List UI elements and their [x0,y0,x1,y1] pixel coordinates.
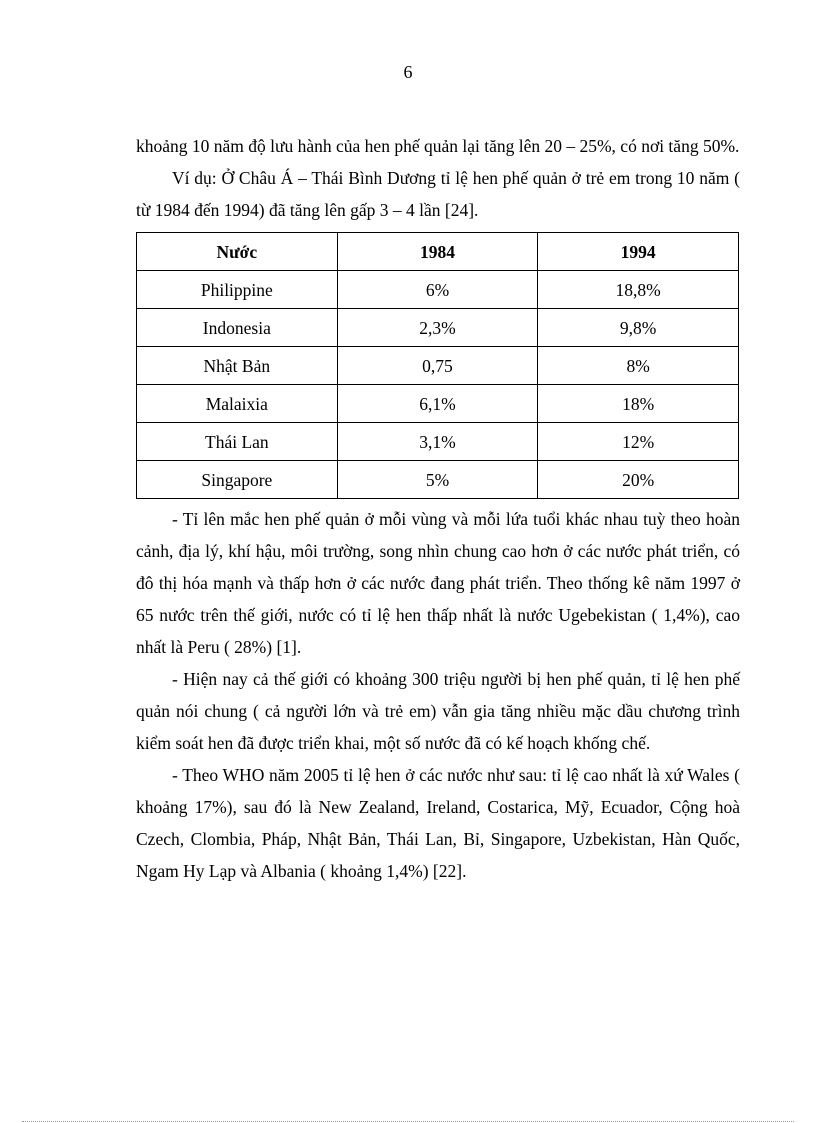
page-number: 6 [403,62,413,82]
cell-1994: 18% [538,385,739,423]
cell-1984: 2,3% [337,309,538,347]
cell-1984: 6,1% [337,385,538,423]
table-header-row [137,233,739,271]
table-row [137,423,739,461]
cell-1994: 12% [538,423,739,461]
cell-1984: 6% [337,271,538,309]
table-row [137,385,739,423]
table-row [137,347,739,385]
table-row [137,461,739,499]
table-row [137,309,739,347]
cell-country: Philippine [137,271,338,309]
header-1984: 1984 [337,233,538,271]
paragraph-3: - Tỉ lên mắc hen phế quản ở mỗi vùng và mỗi lứa tuổi khác nhau tuỳ theo hoàn cảnh, địa lý, khí hậu, môi trường, song nhìn chung cao hơn ở các nước phát triển, có đô thị hóa mạnh và thấp hơn ở các nước đang phát triển. Theo thống kê năm 1997 ở 65 nước trên thế giới, nước có tỉ lệ hen thấp nhất là nước Ugebekistan ( 1,4%), cao nhất là Peru ( 28%) [1]. [136,509,740,657]
paragraph-4: - Hiện nay cả thế giới có khoảng 300 triệu người bị hen phế quản, tỉ lệ hen phế quản nói chung ( cả người lớn và trẻ em) vẫn gia tăng nhiều mặc dầu chương trình kiểm soát hen đã được triển khai, một số nước đã có kế hoạch khống chế. [136,669,740,753]
page-bottom-divider [22,1121,794,1122]
cell-1994: 9,8% [538,309,739,347]
cell-country: Singapore [137,461,338,499]
cell-country: Nhật Bản [137,347,338,385]
document-body [136,130,740,887]
cell-country: Malaixia [137,385,338,423]
header-country: Nước [137,233,338,271]
table-row [137,271,739,309]
cell-1994: 18,8% [538,271,739,309]
cell-country: Indonesia [137,309,338,347]
cell-country: Thái Lan [137,423,338,461]
asthma-rate-table [136,232,739,499]
cell-1984: 5% [337,461,538,499]
header-1994: 1994 [538,233,739,271]
cell-1984: 0,75 [337,347,538,385]
paragraph-2: Ví dụ: Ở Châu Á – Thái Bình Dương tỉ lệ hen phế quản ở trẻ em trong 10 năm ( từ 1984 đến 1994) đã tăng lên gấp 3 – 4 lần [24]. [136,168,740,220]
cell-1994: 8% [538,347,739,385]
paragraph-1: khoảng 10 năm độ lưu hành của hen phế quản lại tăng lên 20 – 25%, có nơi tăng 50%. [136,136,740,156]
cell-1984: 3,1% [337,423,538,461]
paragraph-5: - Theo WHO năm 2005 tỉ lệ hen ở các nước như sau: tỉ lệ cao nhất là xứ Wales ( khoảng 17%), sau đó là New Zealand, Ireland, Costarica, Mỹ, Ecuador, Cộng hoà Czech, Clombia, Pháp, Nhật Bản, Thái Lan, Bỉ, Singapore, Uzbekistan, Hàn Quốc, Ngam Hy Lạp và Albania ( khoảng 1,4%) [22]. [136,765,740,881]
cell-1994: 20% [538,461,739,499]
